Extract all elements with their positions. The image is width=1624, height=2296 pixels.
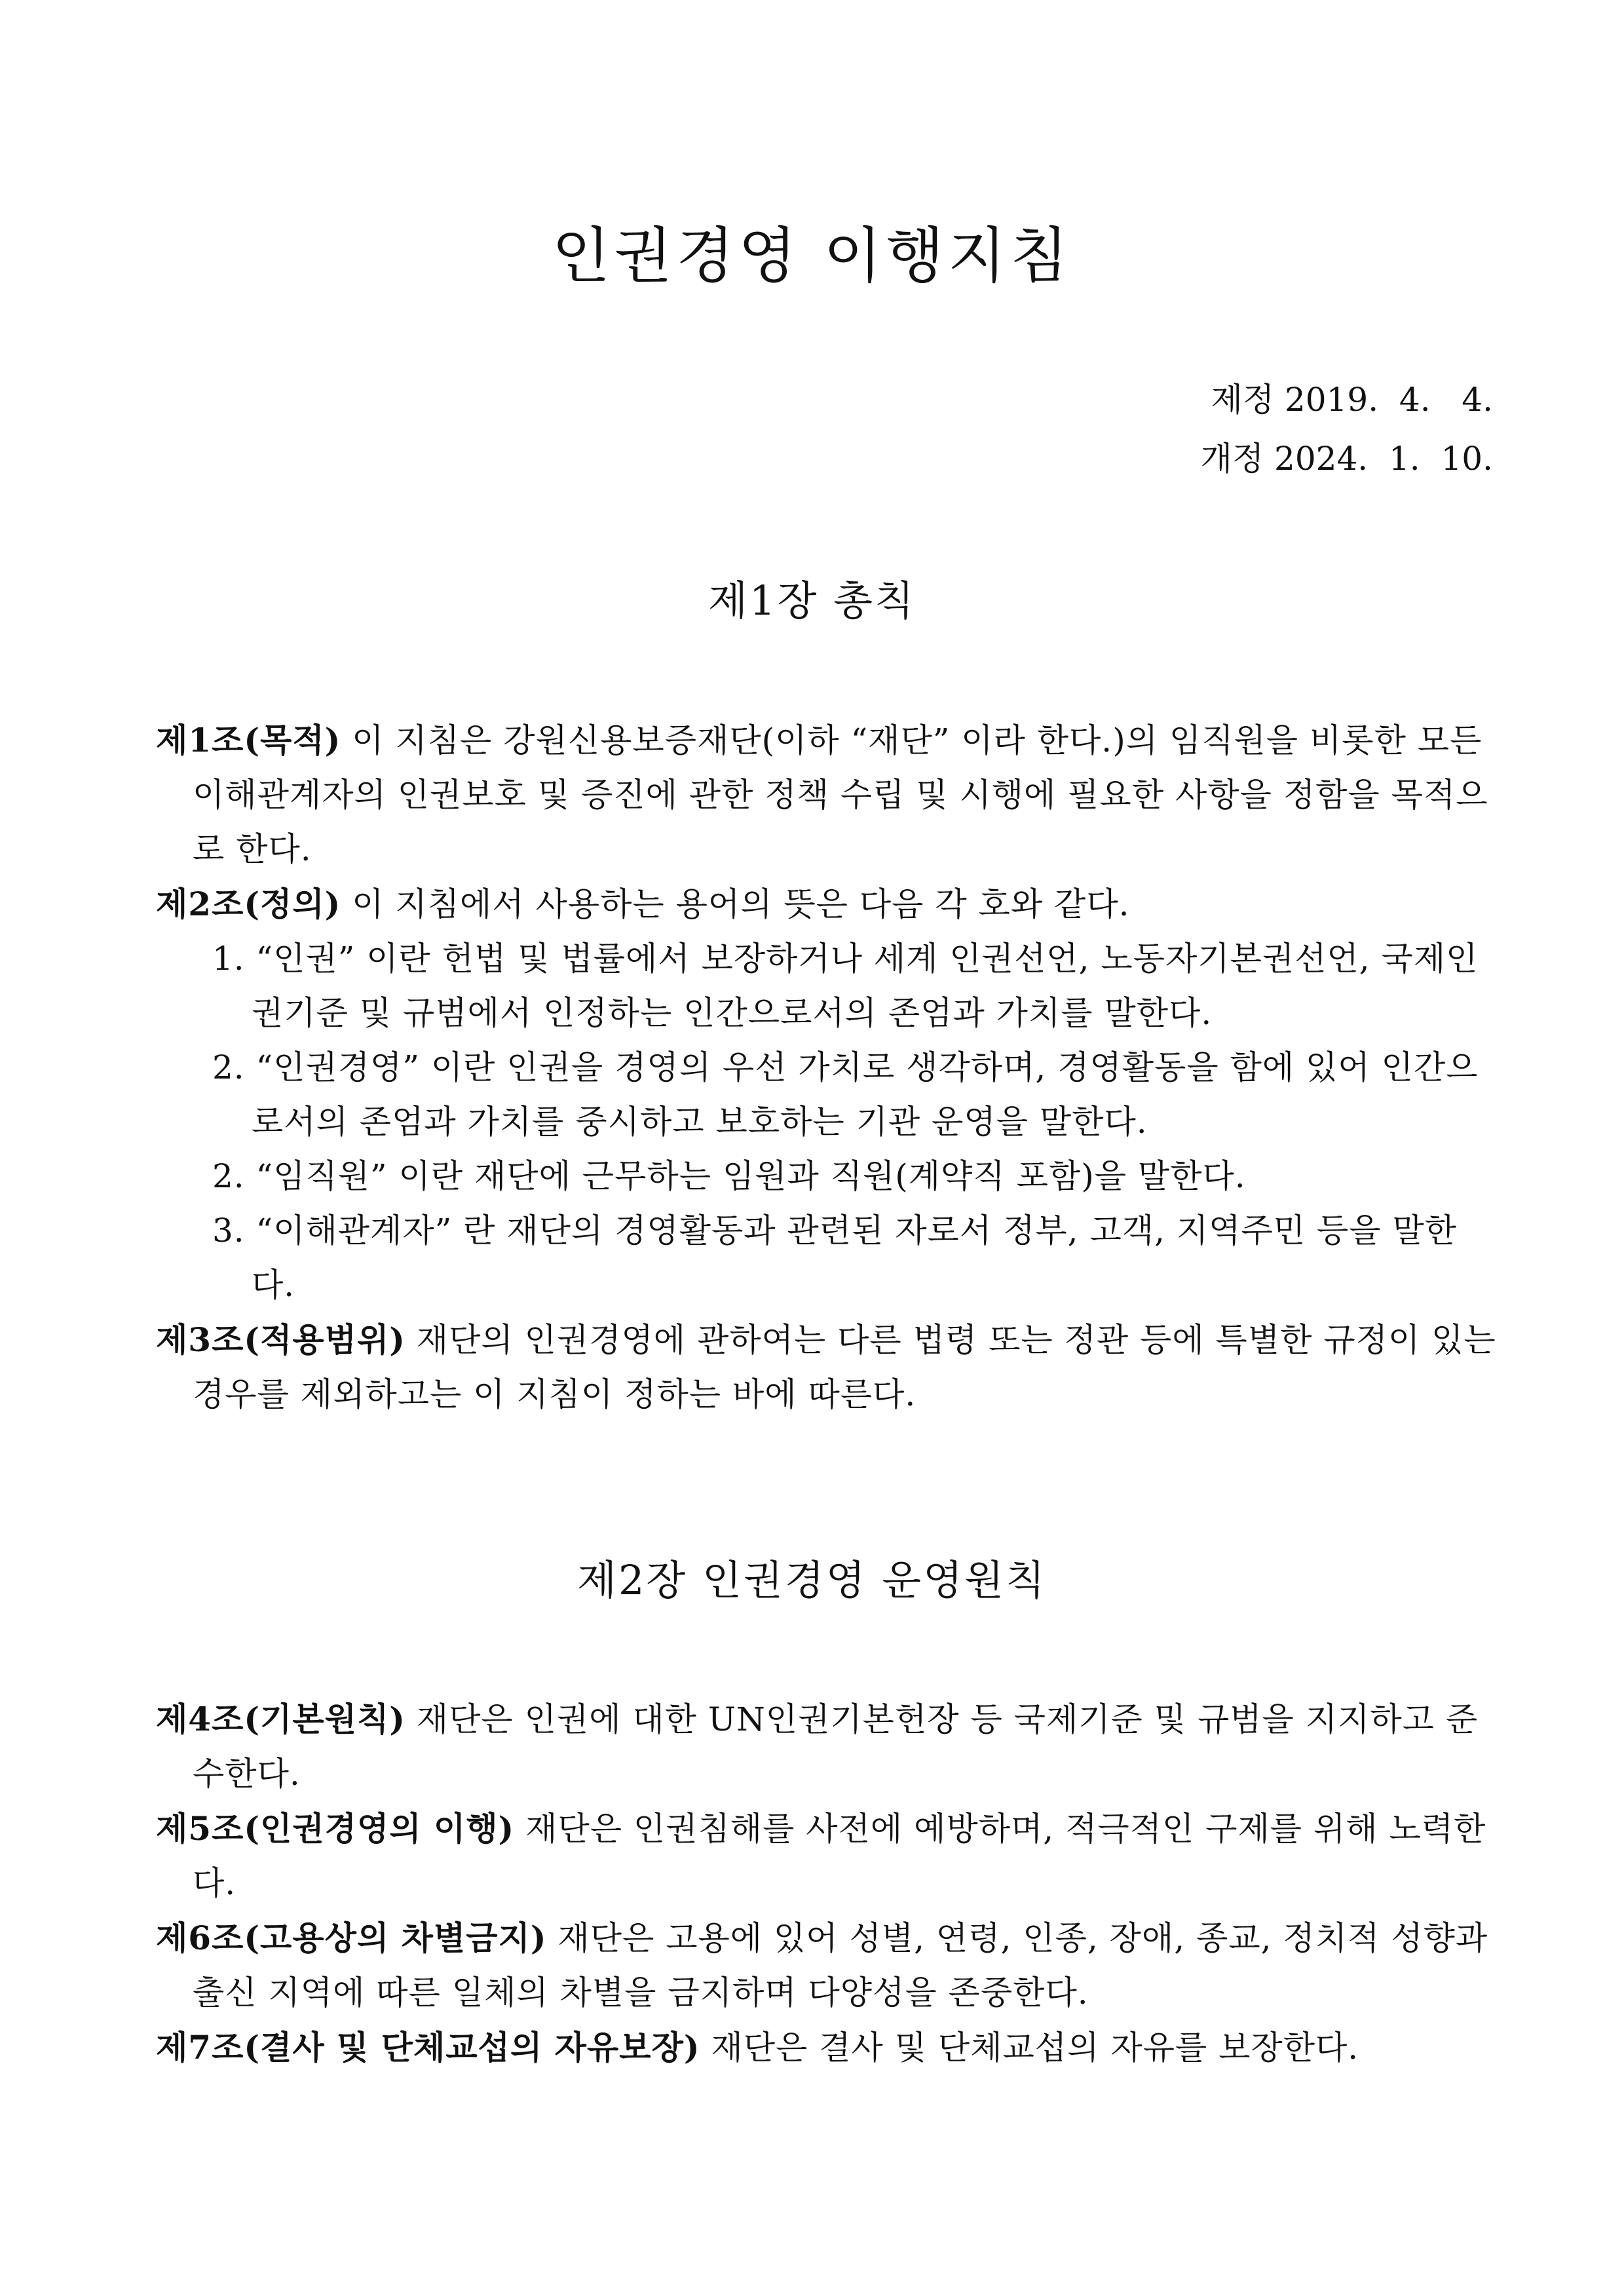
chapter1-heading: 제1장 총칙 bbox=[708, 577, 916, 624]
article-4-heading: 제4조(기본원칙) bbox=[156, 1700, 406, 1738]
document-dates bbox=[1201, 370, 1493, 488]
article-3 bbox=[156, 1312, 1499, 1422]
article-1-heading: 제1조(목적) bbox=[156, 721, 341, 759]
definition-item: 1. “인권” 이란 헌법 및 법률에서 보장하거나 세계 인권선언, 노동자기본권선언, 국제인권기준 및 규범에서 인정하는 인간으로서의 존엄과 가치를 말한다. bbox=[212, 940, 1479, 1032]
chapter2-body bbox=[156, 1692, 1499, 2075]
article-2 bbox=[156, 877, 1499, 932]
article-1-text: 이 지침은 강원신용보증재단(이하 “재단” 이라 한다.)의 임직원을 비롯한 모든 이해관계자의 인권보호 및 증진에 관한 정책 수립 및 시행에 필요한 사항을 정함을 목적으로 한다. bbox=[193, 721, 1488, 868]
article-4-text: 재단은 인권에 대한 UN인권기본헌장 등 국제기준 및 규범을 지지하고 준수한다. bbox=[193, 1700, 1479, 1793]
article-5-heading: 제5조(인권경영의 이행) bbox=[156, 1809, 515, 1848]
article-2-heading: 제2조(정의) bbox=[156, 885, 341, 923]
article-7-text: 재단은 결사 및 단체교섭의 자유를 보장한다. bbox=[700, 2029, 1359, 2067]
definition-item: 3. “이해관계자” 란 재단의 경영활동과 관련된 자로서 정부, 고객, 지역주민 등을 말한다. bbox=[212, 1212, 1458, 1304]
definition-item: 2. “인권경영” 이란 인권을 경영의 우선 가치로 생각하며, 경영활동을 함에 있어 인간으로서의 존엄과 가치를 중시하고 보호하는 기관 운영을 말한다. bbox=[212, 1048, 1479, 1141]
chapter1-body bbox=[156, 713, 1499, 1422]
revised-date: 개정 2024. 1. 10. bbox=[1200, 440, 1493, 478]
document-title: 인권경영 이행지침 bbox=[552, 221, 1072, 291]
article-2-text: 이 지침에서 사용하는 용어의 뜻은 다음 각 호와 같다. bbox=[341, 885, 1130, 923]
enacted-date: 제정 2019. 4. 4. bbox=[1211, 381, 1493, 419]
article-7 bbox=[156, 2020, 1499, 2075]
article-5-text: 재단은 인권침해를 사전에 예방하며, 적극적인 구제를 위해 노력한다. bbox=[193, 1810, 1486, 1902]
article-4 bbox=[156, 1692, 1499, 1801]
definition-item: 2. “임직원” 이란 재단에 근무하는 임원과 직원(계약직 포함)을 말한다. bbox=[212, 1157, 1246, 1195]
article-1 bbox=[156, 713, 1499, 877]
article-5 bbox=[156, 1801, 1499, 1911]
article-3-heading: 제3조(적용범위) bbox=[156, 1320, 406, 1359]
article-3-text: 재단의 인권경영에 관하여는 다른 법령 또는 정관 등에 특별한 규정이 있는 경우를 제외하고는 이 지침이 정하는 바에 따른다. bbox=[193, 1321, 1496, 1413]
chapter2-heading: 제2장 인권경영 운영원칙 bbox=[577, 1556, 1047, 1604]
article-7-heading: 제7조(결사 및 단체교섭의 자유보장) bbox=[156, 2028, 700, 2067]
article-6-heading: 제6조(고용상의 차별금지) bbox=[156, 1919, 547, 1957]
article-6 bbox=[156, 1911, 1499, 2020]
article-6-text: 재단은 고용에 있어 성별, 연령, 인종, 장애, 종교, 정치적 성향과 출신 지역에 따른 일체의 차별을 금지하며 다양성을 존중한다. bbox=[193, 1919, 1488, 2012]
